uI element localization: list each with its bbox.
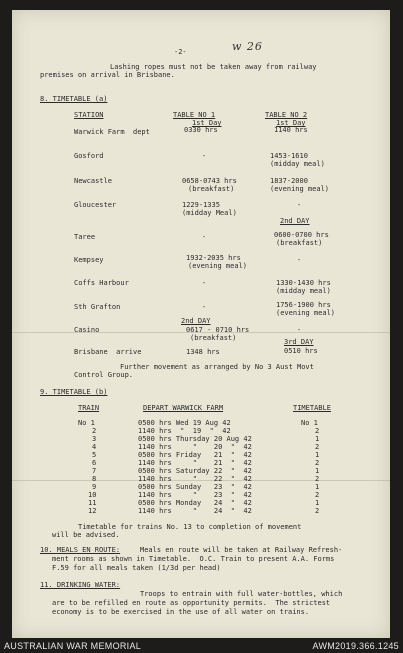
table1-time: - [202,152,207,160]
depart-time: 1140 hrs " 20 " 42 [138,443,252,451]
depart-time: 0500 hrs Friday 21 " 42 [138,451,252,459]
table1-note: (evening meal) [188,262,248,270]
station-name: Taree [74,233,96,241]
column-header-table1-day: 1st Day [192,119,222,127]
table2-time: - [297,201,302,209]
station-name: Kempsey [74,256,104,264]
table1-time: 0617 - 0710 hrs [186,326,250,334]
column-header-table2-day: 1st Day [276,119,306,127]
timetable-number: No 1 [301,419,318,427]
table1-time: 1348 hrs [186,348,220,356]
train-number: 3 [92,435,97,443]
day-marker: 2nd DAY [181,317,211,325]
depart-time: 1140 hrs " 24 " 42 [138,507,252,515]
timetable-number: 1 [315,483,320,491]
table1-note: (midday Meal) [182,209,237,217]
table2-time: 0600-0700 hrs [274,231,329,239]
section-heading: 9. TIMETABLE (b) [40,388,108,396]
note-line: Further movement as arranged by No 3 Aust Movt [120,363,314,371]
train-number: 8 [92,475,97,483]
table2-note: (evening meal) [270,185,330,193]
timetable-number: 1 [315,451,320,459]
document-page [12,10,390,638]
timetable-number: 2 [315,427,320,435]
body-line: ment rooms as shown in Timetable. O.C. Train to present A.A. Forms [52,555,335,563]
note-line: Control Group. [74,371,134,379]
handwritten-mark: w 26 [232,40,263,53]
body-line: F.59 for all meals taken (1/3d per head) [52,564,221,572]
table1-time: 0658-0743 hrs [182,177,237,185]
table1-time: - [202,303,207,311]
body-line: economy is to be exercised in the use of all water on trains. [52,608,310,616]
station-name: Newcastle [74,177,112,185]
train-number: 7 [92,467,97,475]
table1-note: (breakfast) [190,334,237,342]
table1-time: 0330 hrs [184,126,218,134]
intro-line: premises on arrival in Brisbane. [40,71,175,79]
station-name: Gosford [74,152,104,160]
depart-time: 0500 hrs Saturday 22 " 42 [138,467,252,475]
timetable-number: 2 [315,491,320,499]
timetable-number: 1 [315,467,320,475]
footer-accession: AWM2019.366.1245 [312,641,399,651]
day-marker: 2nd DAY [280,217,310,225]
train-number: 5 [92,451,97,459]
station-name: Brisbane arrive [74,348,142,356]
column-header-timetable: TIMETABLE [293,404,331,412]
footer-source: AUSTRALIAN WAR MEMORIAL [4,641,142,651]
column-header-train: TRAIN [78,404,100,412]
station-name: Coffs Harbour [74,279,129,287]
table2-time: 1837-2000 [270,177,308,185]
train-number: 6 [92,459,97,467]
station-name: Gloucester [74,201,117,209]
timetable-number: 1 [315,435,320,443]
table2-time: 1140 hrs [274,126,308,134]
table1-time: - [202,279,207,287]
section-heading: 8. TIMETABLE (a) [40,95,108,103]
table2-time: - [297,326,302,334]
train-number: No 1 [78,419,95,427]
depart-time: 0500 hrs Thursday 20 Aug 42 [138,435,252,443]
table1-note: (breakfast) [188,185,235,193]
depart-time: 0500 hrs Sunday 23 " 42 [138,483,252,491]
depart-time: 1140 hrs " 21 " 42 [138,459,252,467]
table2-note: (midday meal) [270,160,325,168]
page-number: -2- [174,48,187,56]
train-number: 12 [88,507,97,515]
station-name: Warwick Farm dept [74,128,150,136]
table2-note: (midday meal) [276,287,331,295]
intro-line: Lashing ropes must not be taken away from railway [110,63,317,71]
table2-time: - [297,256,302,264]
body-line: are to be refilled en route as opportunity permits. The strictest [52,599,331,607]
column-header-station: STATION [74,111,104,119]
footer-bar [0,638,403,653]
table2-time: 1330-1430 hrs [276,279,331,287]
depart-time: 0500 hrs Wed 19 Aug 42 [138,419,231,427]
timetable-number: 1 [315,499,320,507]
table2-note: (breakfast) [276,239,323,247]
timetable-number: 2 [315,443,320,451]
train-number: 11 [88,499,97,507]
column-header-depart: DEPART WARWICK FARM [143,404,224,412]
train-number: 4 [92,443,97,451]
table2-note: (evening meal) [276,309,336,317]
depart-time: 1140 hrs " 19 " 42 [138,427,231,435]
table2-time: 1453-1610 [270,152,308,160]
depart-time: 0500 hrs Monday 24 " 42 [138,499,252,507]
table1-time: 1229-1335 [182,201,220,209]
timetable-number: 2 [315,459,320,467]
day-marker: 3rd DAY [284,338,314,346]
body-line: Meals en route will be taken at Railway Refresh- [140,546,343,554]
note-line: will be advised. [52,531,120,539]
table1-time: 1932-2035 hrs [186,254,241,262]
train-number: 2 [92,427,97,435]
section-heading: 10. MEALS EN ROUTE: [40,546,121,554]
depart-time: 1140 hrs " 22 " 42 [138,475,252,483]
column-header-table1: TABLE NO 1 [173,111,216,119]
depart-time: 1140 hrs " 23 " 42 [138,491,252,499]
timetable-number: 2 [315,507,320,515]
table2-time: 1756-1900 hrs [276,301,331,309]
station-name: Sth Grafton [74,303,121,311]
train-number: 10 [88,491,97,499]
station-name: Casino [74,326,100,334]
body-line: Troops to entrain with full water-bottles, which [140,590,343,598]
timetable-number: 2 [315,475,320,483]
column-header-table2: TABLE NO 2 [265,111,308,119]
train-number: 9 [92,483,97,491]
table2-time: 0510 hrs [284,347,318,355]
table1-time: - [202,233,207,241]
section-heading: 11. DRINKING WATER: [40,581,121,589]
note-line: Timetable for trains No. 13 to completion of movement [78,523,302,531]
